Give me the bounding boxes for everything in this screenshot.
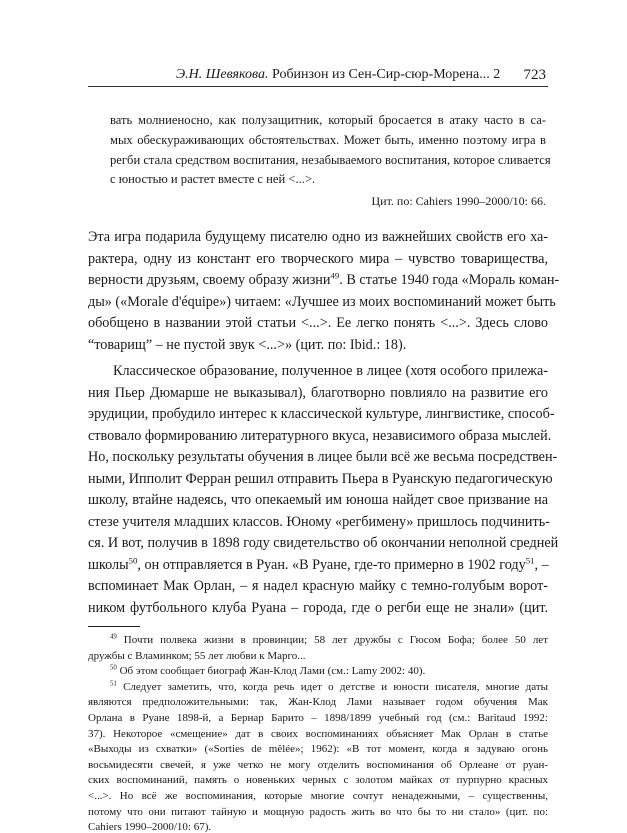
- quote-line: вать молниеносно, как полузащитник, который бросается в атаку часто в са-: [110, 113, 546, 127]
- header-author: Э.Н. Шевякова.: [176, 67, 269, 82]
- body-line: стезе учителя младших классов. Юному «регбимену» пришлось подчинить-: [88, 514, 550, 530]
- footnote-50: [110, 665, 570, 677]
- footnote-ref-51[interactable]: 51: [525, 555, 535, 566]
- body-line: Эта игра подарила будущему писателю одно из важнейших свойств его ха-: [88, 229, 548, 245]
- footnote-text: Почти полвека жизни в провинции; 58 лет дружбы с Гюсом Бофа; более 50 лет: [123, 634, 548, 646]
- body-line: ды» («Morale d'équipe») читаем: «Лучшее из моих воспоминаний может быть: [88, 294, 556, 310]
- footnote-rule: [88, 626, 140, 627]
- body-line: ными, Ипполит Ферран решил отправить Пьера в Руанскую педагогическую: [88, 471, 553, 487]
- footnote-line: являются предположительными: так, Жан-Клод Лами называет годом обучения Мак: [88, 696, 548, 709]
- footnote-line: Орлана в Руане 1898-й, а Бернар Барито – 1898/1899 учебный год (см.: Baritaud 1992:: [88, 712, 548, 724]
- page-number: 723: [523, 67, 546, 83]
- body-line: [88, 557, 548, 574]
- footnote-line: восьмидесяти свечей, я уже четко не могу отделить воспоминания об Орлеане от руан-: [88, 758, 548, 771]
- footnote-line: <...>. Но всё же воспоминания, которые многие сочтут ненадежными, – существенны,: [88, 790, 548, 802]
- body-line: ния Пьер Дюмарше не выказывал), благотворно повлияло на развитие его: [88, 385, 548, 401]
- body-line: ником футбольного клуба Руана – города, где о регби еще не знали» (цит.: [88, 600, 548, 616]
- quote-source: Цит. по: Cahiers 1990–2000/10: 66.: [371, 194, 546, 208]
- quote-line: с юностью и растет вместе с ней <...>.: [110, 172, 316, 186]
- body-text: , он отправляется в Руан. «В Руане, где-то примерно в 1902 году: [137, 557, 526, 573]
- body-line: эрудиции, пробудило интерес к классической культуре, лингвистике, способ-: [88, 406, 555, 422]
- footnote-49: [110, 634, 548, 646]
- footnote-ref-49[interactable]: 49: [330, 270, 340, 281]
- body-line: ся. И вот, получив в 1898 году свидетельство об окончании неполной средней: [88, 535, 559, 551]
- body-text: . В статье 1940 года «Мораль коман-: [339, 272, 560, 288]
- body-text: школы: [88, 557, 129, 573]
- body-line: [88, 270, 560, 289]
- header-title: Робинзон из Сен-Сир-сюр-Морена... 2: [272, 67, 501, 82]
- header-rule: [88, 86, 548, 87]
- running-header: [88, 61, 548, 83]
- footnote-number: 50: [110, 664, 117, 672]
- body-line: Но, поскольку результаты обучения в лицее были всё же весьма посредствен-: [88, 449, 558, 465]
- footnote-line: «Выходы из схватки» («Sorties de mêlée»; 1962): «В тот момент, когда я задуваю огонь: [88, 743, 548, 756]
- footnote-number: 49: [110, 633, 117, 641]
- body-line: школу, втайне надеясь, что опекаемый им юноша найдет свое призвание на: [88, 492, 548, 508]
- footnote-line: ских воспоминаний, память о новеньких черных с золотом майках от пурпурно красных: [88, 774, 548, 787]
- quote-line: регби стала средством воспитания, незабываемого воспитания, которое сливается: [110, 153, 551, 167]
- footnote-line: 37). Некоторое «смещение» дат в своих воспоминаниях объясняет Мак Орлан в статье: [88, 727, 548, 740]
- footnote-text: Следует заметить, что, когда речь идет о детстве и юности писателя, многие даты: [123, 680, 549, 693]
- footnote-51: [110, 681, 548, 693]
- body-line: “товарищ” – не пустой звук <...>» (цит. по: Ibid.: 18).: [88, 337, 407, 353]
- footnote-line: Cahiers 1990–2000/10: 67).: [88, 821, 212, 833]
- body-text: , –: [534, 557, 549, 573]
- footnote-ref-50[interactable]: 50: [128, 555, 138, 566]
- quote-line: мых обескураживающих обстоятельствах. Может быть, именно поэтому игра в: [110, 133, 546, 147]
- body-text: верности друзьям, своему образу жизни: [88, 272, 331, 288]
- footnote-number: 51: [110, 680, 117, 688]
- footnote-text: Об этом сообщает биограф Жан-Клод Лами (см.: Lamy 2002: 40).: [119, 665, 426, 678]
- body-line: обобщено в названии этой статьи <...>. Ее легко понять <...>. Здесь слово: [88, 315, 548, 331]
- body-line: рактера, одну из констант его творческого мира – чувство товарищества,: [88, 251, 548, 267]
- footnote-line: потому что они питают тайную и мощную радость жить во что бы то ни стало» (цит. по:: [88, 805, 548, 818]
- body-line: ствовало формированию литературного вкуса, независимого образа мыслей.: [88, 428, 552, 444]
- body-line: вспоминает Мак Орлан, – я надел красную майку с темно-голубым ворот-: [88, 578, 548, 594]
- footnote-49-cont: дружбы с Вламинком; 55 лет любви к Марго...: [88, 649, 306, 662]
- running-title: [176, 67, 500, 83]
- body-line: Классическое образование, полученное в лицее (хотя особого прилежа-: [113, 363, 548, 379]
